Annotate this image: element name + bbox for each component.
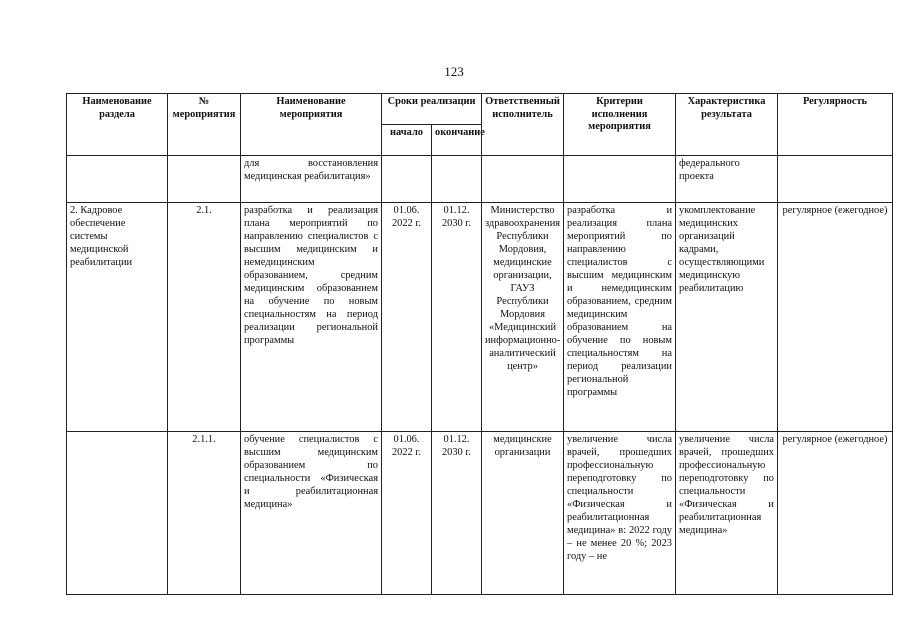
cell-regularity: регулярное (ежегодное) <box>778 203 893 432</box>
cell-regularity: регулярное (ежегодное) <box>778 432 893 595</box>
header-responsible: Ответственный исполнитель <box>482 94 564 156</box>
header-event-name: Наименование мероприятия <box>241 94 382 156</box>
cell-regularity <box>778 156 893 203</box>
cell-responsible: Министерство здравоохранения Республики Мордовия, медицинские организации, ГАУЗ Республики Мордовия «Медицинский информационно-аналитический центр» <box>482 203 564 432</box>
header-event-number: № мероприятия <box>168 94 241 156</box>
header-end: окончание <box>432 125 482 156</box>
cell-section <box>67 432 168 595</box>
cell-result: федерального проекта <box>676 156 778 203</box>
cell-number <box>168 156 241 203</box>
cell-event-name: разработка и реализация плана мероприятий по направлению специалистов с высшим медицинским и немедицинским образованием, средним медицинским образованием на обучение по новым специальностям на период реализации региональной программы <box>241 203 382 432</box>
cell-criteria: увеличение числа врачей, прошедших профессиональную переподготовку по специальности «Физическая и реабилитационная медицина» в: 2022 году – не менее 20 %; 2023 году – не <box>564 432 676 595</box>
cell-responsible: медицинские организации <box>482 432 564 595</box>
cell-event-name: обучение специалистов с высшим медицинским образованием по специальности «Физическая и реабилитационная медицина» <box>241 432 382 595</box>
table-row <box>67 203 893 432</box>
header-start: начало <box>382 125 432 156</box>
cell-end: 01.12. 2030 г. <box>432 203 482 432</box>
cell-responsible <box>482 156 564 203</box>
cell-criteria <box>564 156 676 203</box>
cell-start: 01.06. 2022 г. <box>382 203 432 432</box>
cell-result: укомплектование медицинских организаций кадрами, осуществляющими медицинскую реабилитацию <box>676 203 778 432</box>
table-row-continuation <box>67 156 893 203</box>
table-row <box>67 432 893 595</box>
cell-section <box>67 156 168 203</box>
cell-end <box>432 156 482 203</box>
cell-event-name: для восстановления медицинская реабилитация» <box>241 156 382 203</box>
cell-end: 01.12. 2030 г. <box>432 432 482 595</box>
header-deadlines: Сроки реализации <box>382 94 482 125</box>
page-number: 123 <box>444 64 464 79</box>
cell-section: 2. Кадровое обеспечение системы медицинской реабилитации <box>67 203 168 432</box>
cell-start <box>382 156 432 203</box>
header-section-name: Наименование раздела <box>67 94 168 156</box>
cell-result: увеличение числа врачей, прошедших профессиональную переподготовку по специальности «Физическая и реабилитационная медицина» <box>676 432 778 595</box>
measures-table <box>66 93 893 595</box>
header-result: Характеристика результата <box>676 94 778 156</box>
header-regularity: Регулярность <box>778 94 893 156</box>
cell-number: 2.1. <box>168 203 241 432</box>
cell-number: 2.1.1. <box>168 432 241 595</box>
cell-start: 01.06. 2022 г. <box>382 432 432 595</box>
cell-criteria: разработка и реализация плана мероприятий по направлению специалистов с высшим медицинским и немедицинским образованием, средним медицинским образованием на обучение по новым специальностям на период реализации региональной программы <box>564 203 676 432</box>
header-criteria: Критерии исполнения мероприятия <box>564 94 676 156</box>
